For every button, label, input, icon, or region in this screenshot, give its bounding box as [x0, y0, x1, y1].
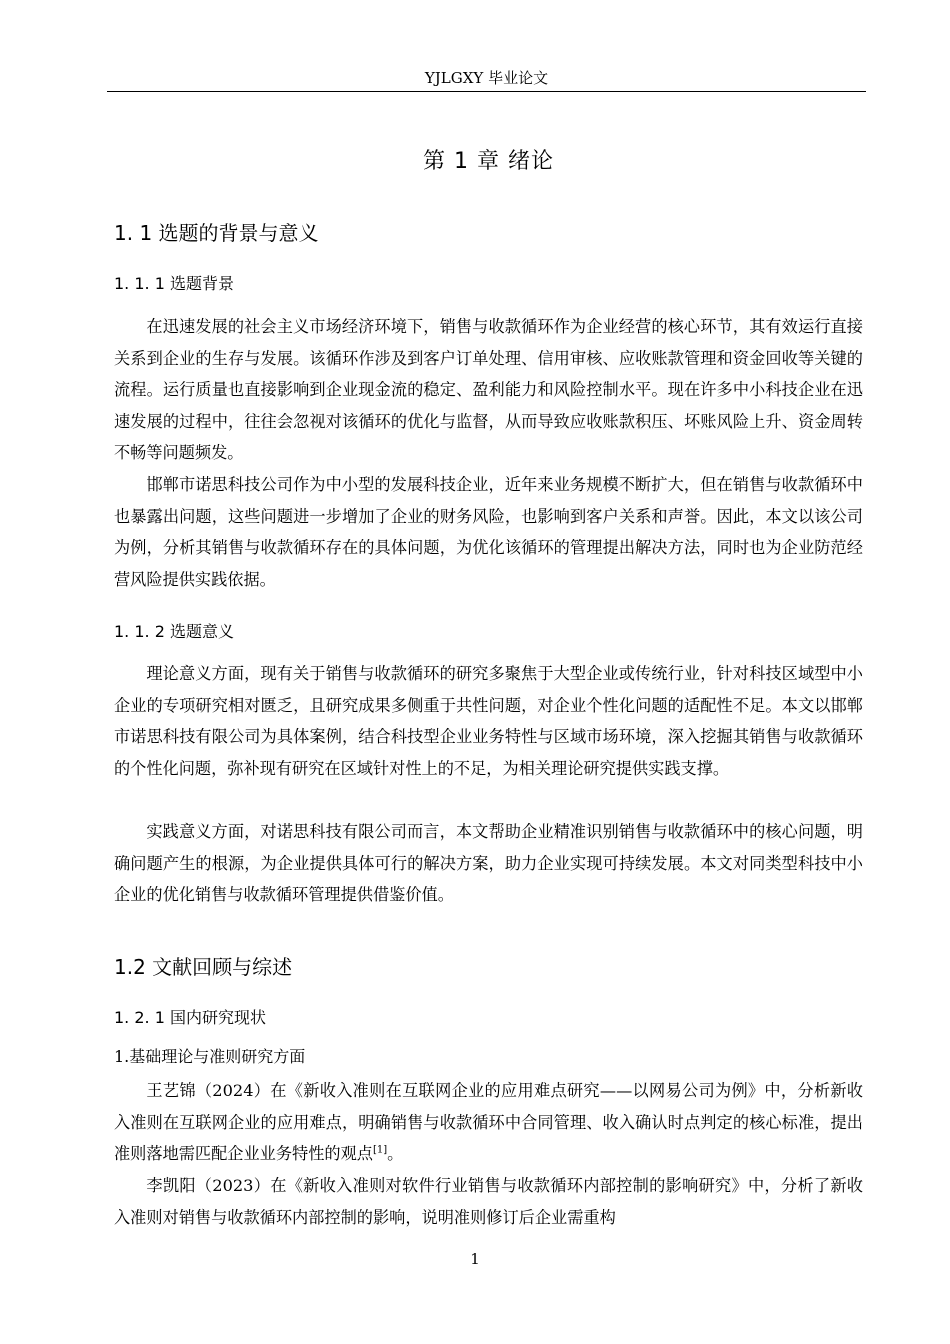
subheading-theory: 1.基础理论与准则研究方面 [114, 1047, 306, 1066]
paragraph-background-1: 在迅速发展的社会主义市场经济环境下，销售与收款循环作为企业经营的核心环节，其有效运行直接关系到企业的生存与发展。该循环作涉及到客户订单处理、信用审核、应收账款管理和资金回收等关键的流程。运行质量也直接影响到企业现金流的稳定、盈利能力和风险控制水平。现在许多中小科技企业在迅速发展的过程中，往往会忽视对该循环的优化与监督，从而导致应收账款积压、坏账风险上升、资金周转不畅等问题频发。 [114, 317, 863, 462]
paragraph-literature-1 [114, 1075, 863, 1170]
chapter-title: 第 1 章 绪论 [423, 149, 554, 174]
running-header: YJLGXY 毕业论文 [424, 69, 549, 87]
section-heading-1-1: 1. 1 选题的背景与意义 [114, 221, 319, 245]
subsection-heading-1-2-1: 1. 2. 1 国内研究现状 [114, 1008, 266, 1027]
header-rule [107, 91, 866, 92]
paragraph-significance-1: 理论意义方面，现有关于销售与收款循环的研究多聚焦于大型企业或传统行业，针对科技区域型中小企业的专项研究相对匮乏，且研究成果多侧重于共性问题，对企业个性化问题的适配性不足。本文以邯郸市诺思科技有限公司为具体案例，结合科技型企业业务特性与区域市场环境，深入挖掘其销售与收款循环的个性化问题，弥补现有研究在区域针对性上的不足，为相关理论研究提供实践支撑。 [114, 664, 863, 778]
subsection-heading-1-1-2: 1. 1. 2 选题意义 [114, 622, 234, 641]
subsection-heading-1-1-1: 1. 1. 1 选题背景 [114, 274, 234, 293]
page-number: 1 [470, 1250, 480, 1268]
literature-1-text: 王艺锦（2024）在《新收入准则在互联网企业的应用难点研究——以网易公司为例》中，分析新收入准则在互联网企业的应用难点，明确销售与收款循环中合同管理、收入确认时点判定的核心标准，提出准则落地需匹配企业业务特性的观点 [114, 1081, 863, 1163]
section-heading-1-2: 1.2 文献回顾与综述 [114, 955, 293, 979]
literature-1-end: 。 [387, 1144, 404, 1163]
paragraph-background-2: 邯郸市诺思科技公司作为中小型的发展科技企业，近年来业务规模不断扩大，但在销售与收款循环中也暴露出问题，这些问题进一步增加了企业的财务风险，也影响到客户关系和声誉。因此，本文以该公司为例，分析其销售与收款循环存在的具体问题，为优化该循环的管理提出解决方法，同时也为企业防范经营风险提供实践依据。 [114, 475, 863, 589]
paragraph-literature-2: 李凯阳（2023）在《新收入准则对软件行业销售与收款循环内部控制的影响研究》中，分析了新收入准则对销售与收款循环内部控制的影响，说明准则修订后企业需重构 [114, 1176, 863, 1227]
paragraph-significance-2: 实践意义方面，对诺思科技有限公司而言，本文帮助企业精准识别销售与收款循环中的核心问题，明确问题产生的根源，为企业提供具体可行的解决方案，助力企业实现可持续发展。本文对同类型科技中小企业的优化销售与收款循环管理提供借鉴价值。 [114, 822, 863, 904]
citation-marker: [1] [373, 1144, 388, 1156]
